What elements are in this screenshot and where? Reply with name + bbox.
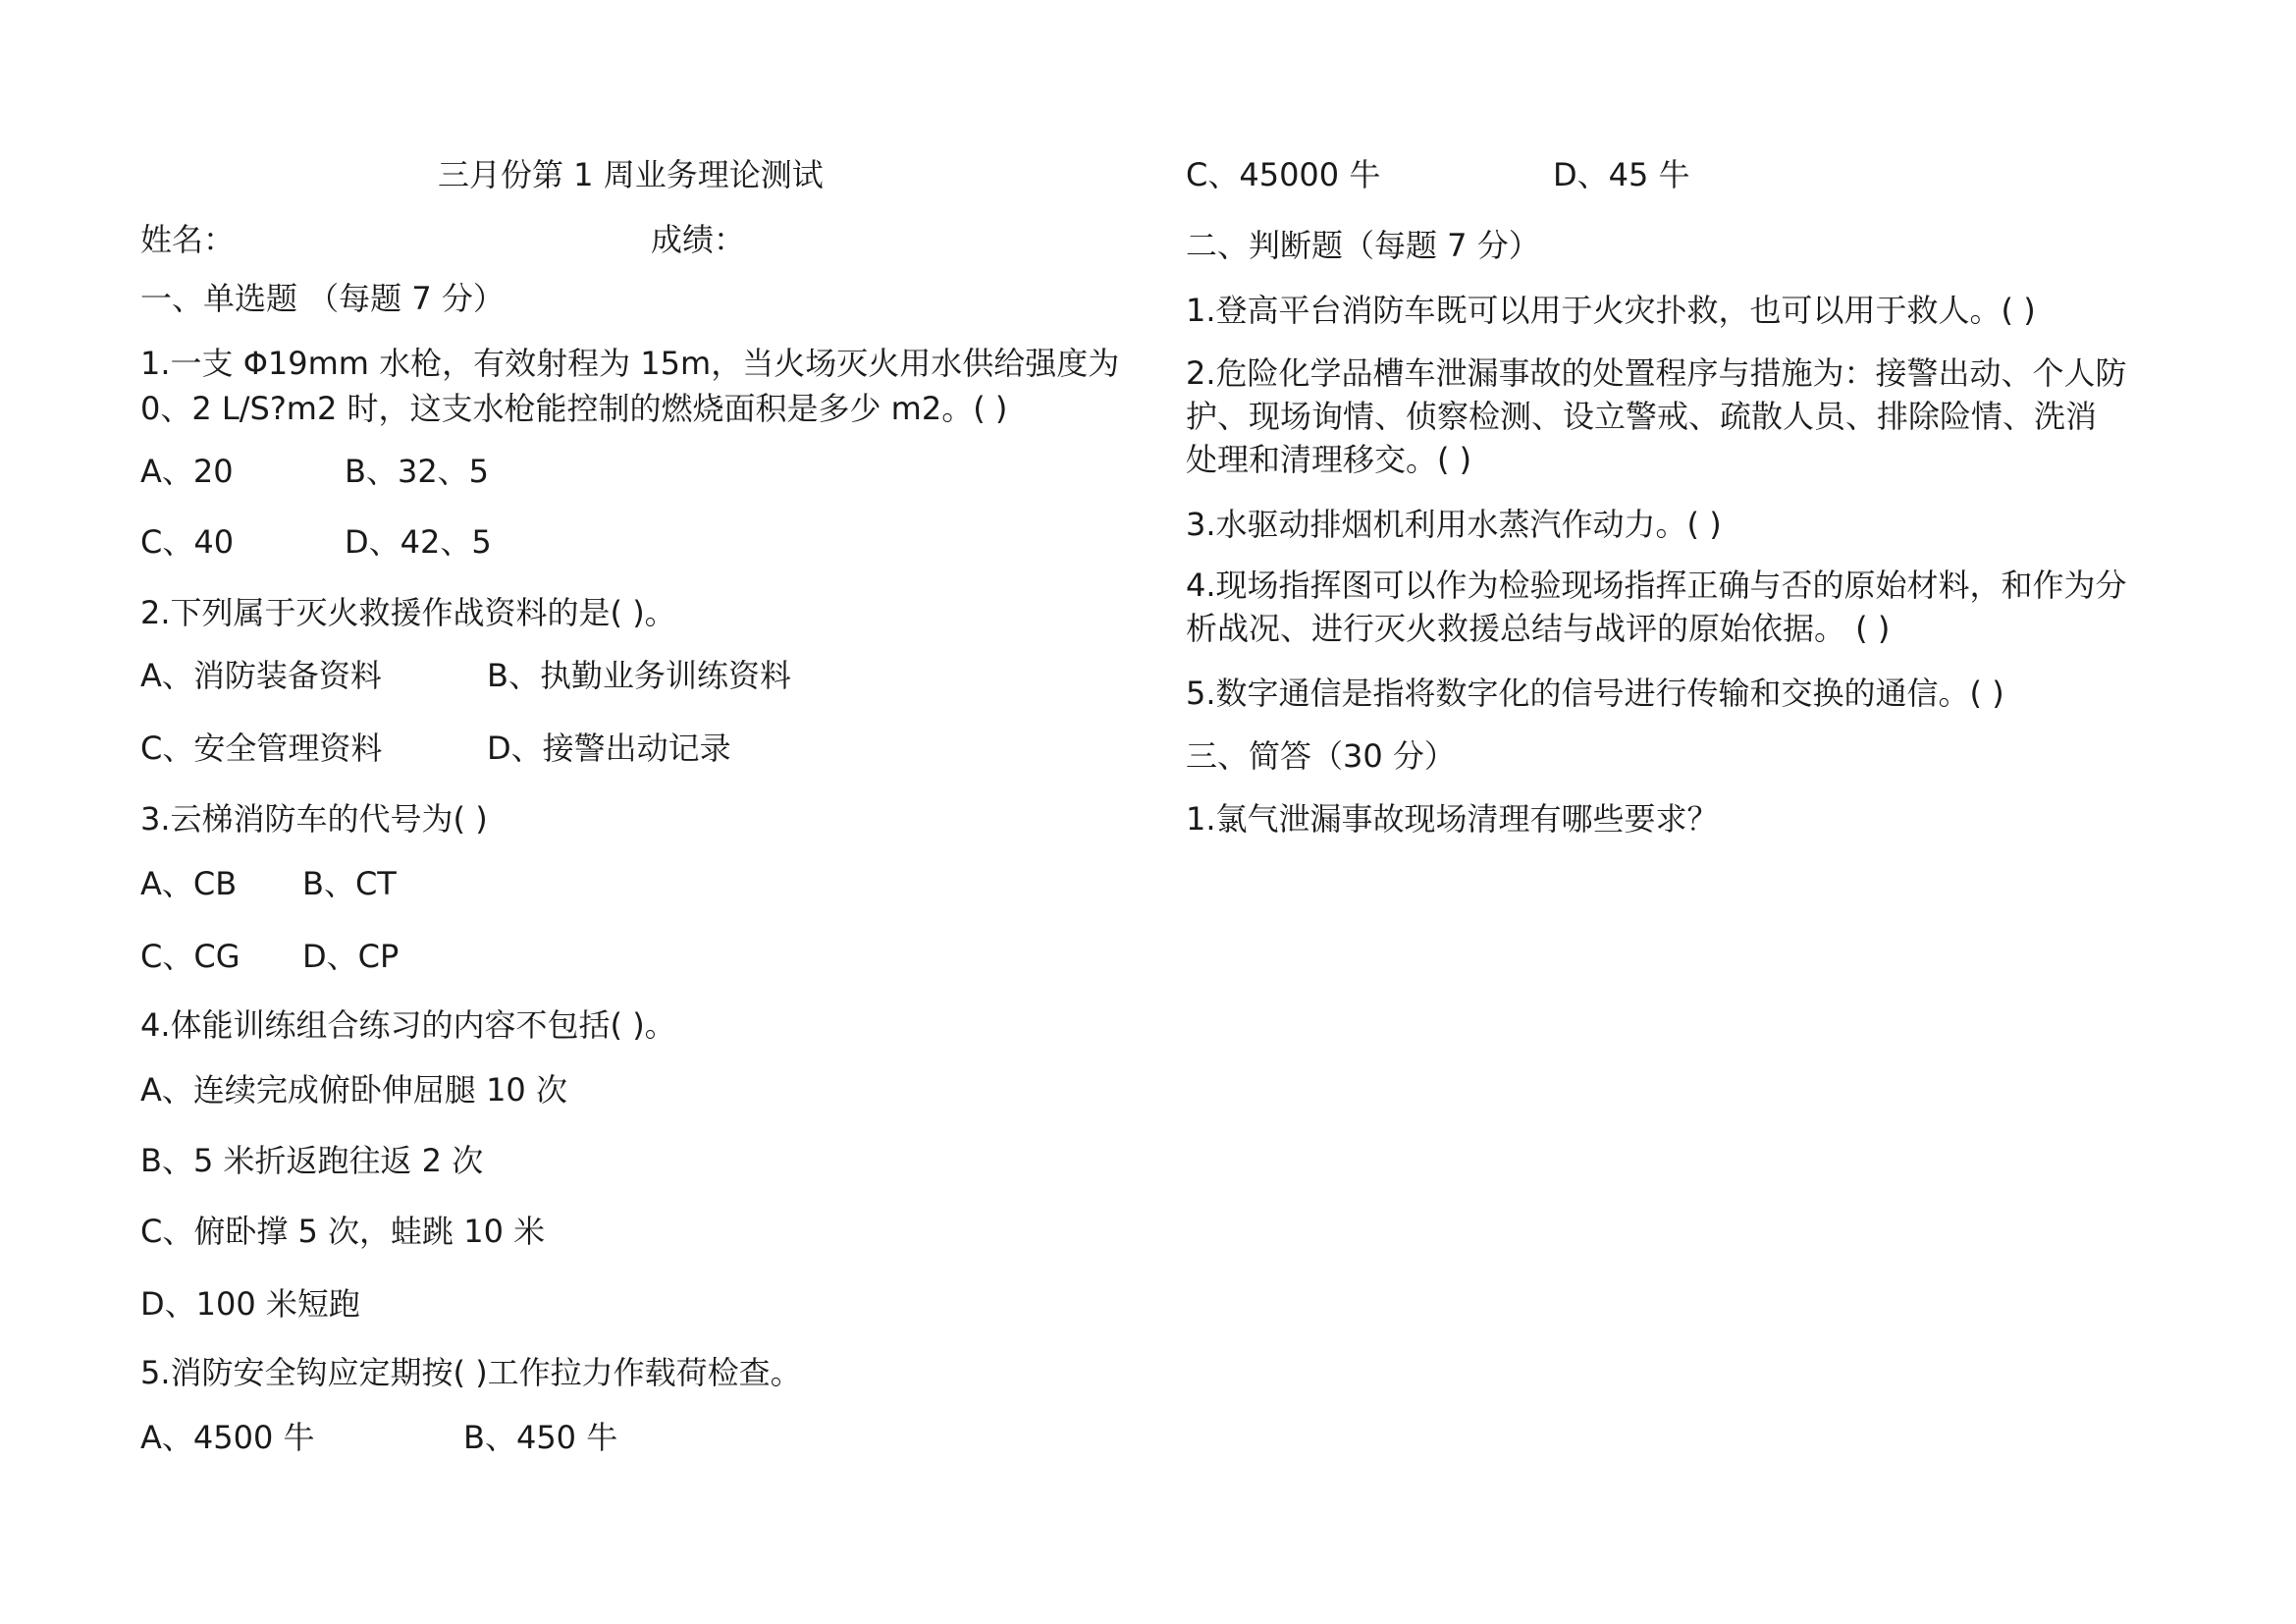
question-2-option-a: A、消防装备资料 [140,657,382,694]
question-3-option-b: B、CT [302,865,397,902]
question-1-option-c: C、40 [140,523,235,561]
judge-1: 1.登高平台消防车既可以用于火灾扑救，也可以用于救人。( ) [1186,292,2036,329]
question-5-option-a: A、4500 牛 [140,1419,315,1456]
judge-2-line3: 处理和清理移交。( ) [1186,441,1472,478]
question-1-stem-line1: 1.一支 Φ19mm 水枪，有效射程为 15m，当火场灭火用水供给强度为 [140,345,1120,382]
question-2-option-d: D、接警出动记录 [487,730,731,767]
short-answer-1: 1.氯气泄漏事故现场清理有哪些要求？ [1186,800,1719,838]
question-3-option-c: C、CG [140,938,240,975]
question-5-option-d: D、45 牛 [1553,156,1690,193]
question-5-option-b: B、450 牛 [463,1419,618,1456]
judge-4-line1: 4.现场指挥图可以作为检验现场指挥正确与否的原始材料，和作为分 [1186,567,2127,604]
judge-3: 3.水驱动排烟机利用水蒸汽作动力。( ) [1186,506,1722,543]
question-3-stem: 3.云梯消防车的代号为( ) [140,800,488,838]
question-5-stem: 5.消防安全钩应定期按( )工作拉力作载荷检查。 [140,1354,802,1391]
question-4-option-d: D、100 米短跑 [140,1285,360,1323]
section1-heading: 一、单选题 （每题 7 分） [140,280,505,317]
name-label: 姓名： [140,221,236,258]
question-1-option-b: B、32、5 [345,453,490,490]
score-label: 成绩： [651,221,746,258]
question-2-option-c: C、安全管理资料 [140,730,383,767]
judge-5: 5.数字通信是指将数字化的信号进行传输和交换的通信。( ) [1186,675,2004,712]
question-2-stem: 2.下列属于灭火救援作战资料的是( )。 [140,594,676,631]
page-title: 三月份第 1 周业务理论测试 [438,156,824,193]
question-2-option-b: B、执勤业务训练资料 [487,657,791,694]
question-1-stem-line2: 0、2 L/S?m2 时，这支水枪能控制的燃烧面积是多少 m2。( ) [140,390,1008,427]
question-4-option-c: C、俯卧撑 5 次，蛙跳 10 米 [140,1213,546,1250]
judge-2-line2: 护、现场询情、侦察检测、设立警戒、疏散人员、排除险情、洗消 [1186,398,2098,435]
section3-heading: 三、简答（30 分） [1186,737,1456,775]
question-3-option-d: D、CP [302,938,400,975]
question-4-stem: 4.体能训练组合练习的内容不包括( )。 [140,1006,676,1044]
question-1-option-a: A、20 [140,453,234,490]
question-4-option-a: A、连续完成俯卧伸屈腿 10 次 [140,1071,567,1109]
section2-heading: 二、判断题（每题 7 分） [1186,227,1540,264]
judge-4-line2: 析战况、进行灭火救援总结与战评的原始依据。 ( ) [1186,610,1891,647]
question-3-option-a: A、CB [140,865,238,902]
question-4-option-b: B、5 米折返跑往返 2 次 [140,1142,484,1179]
question-5-option-c: C、45000 牛 [1186,156,1381,193]
judge-2-line1: 2.危险化学品槽车泄漏事故的处置程序与措施为：接警出动、个人防 [1186,354,2127,392]
question-1-option-d: D、42、5 [345,523,492,561]
